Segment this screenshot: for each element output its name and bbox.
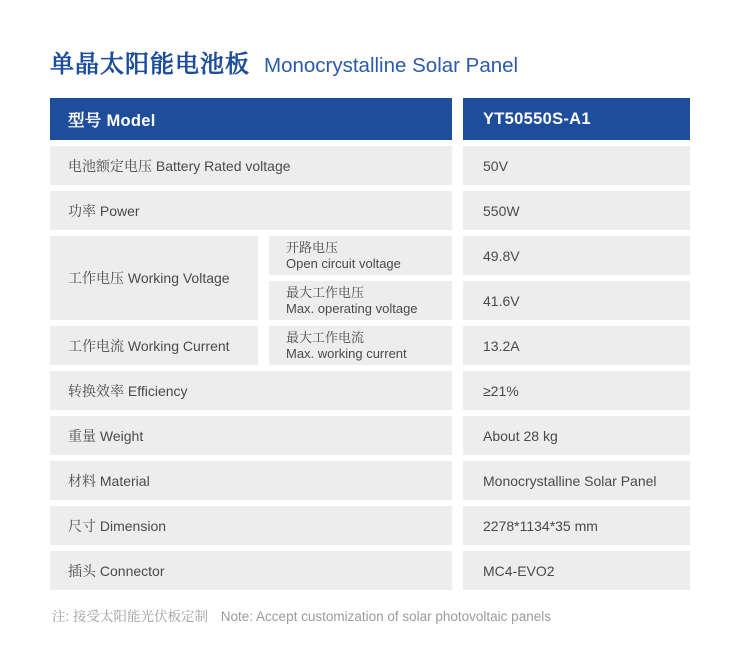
row-value: 13.2A — [463, 326, 690, 365]
row-group-subrows — [269, 236, 690, 320]
page-title-english: Monocrystalline Solar Panel — [264, 54, 519, 77]
row-value: ≥21% — [463, 371, 690, 410]
sub-label-chinese: 最大工作电压 — [286, 284, 365, 300]
spec-table — [50, 98, 690, 590]
row-label: 转换效率 Efficiency — [50, 371, 452, 410]
row-value: 2278*1134*35 mm — [463, 506, 690, 545]
table-row-efficiency — [50, 371, 690, 410]
row-value: About 28 kg — [463, 416, 690, 455]
row-value: Monocrystalline Solar Panel — [463, 461, 690, 500]
row-label: 电池额定电压 Battery Rated voltage — [50, 146, 452, 185]
row-value: 49.8V — [463, 236, 690, 275]
row-label: 材料 Material — [50, 461, 452, 500]
table-row-dimension — [50, 506, 690, 545]
sub-row-label — [269, 236, 452, 275]
sub-label-english: Max. working current — [286, 345, 407, 361]
note-chinese: 注: 接受太阳能光伏板定制 — [52, 609, 209, 624]
table-row-rated-voltage — [50, 146, 690, 185]
row-label: 插头 Connector — [50, 551, 452, 590]
sub-label-chinese: 开路电压 — [286, 239, 339, 255]
note-english: Note: Accept customization of solar photovoltaic panels — [220, 609, 551, 624]
table-row-group-working-voltage — [50, 236, 690, 320]
row-group-label: 工作电流 Working Current — [50, 326, 258, 365]
table-row-material — [50, 461, 690, 500]
sub-row-max-working-current — [269, 326, 690, 365]
row-label: 尺寸 Dimension — [50, 506, 452, 545]
sub-label-chinese: 最大工作电流 — [286, 329, 365, 345]
table-note — [52, 605, 551, 625]
sub-row-max-operating-voltage — [269, 281, 690, 320]
row-value: 41.6V — [463, 281, 690, 320]
row-group-label: 工作电压 Working Voltage — [50, 236, 258, 320]
row-label: 功率 Power — [50, 191, 452, 230]
row-value: 50V — [463, 146, 690, 185]
table-row-group-working-current — [50, 326, 690, 365]
sub-label-english: Open circuit voltage — [286, 255, 401, 271]
row-value: MC4-EVO2 — [463, 551, 690, 590]
row-group-subrows — [269, 326, 690, 365]
table-row-power — [50, 191, 690, 230]
page-title — [50, 44, 518, 79]
header-model-value: YT50550S-A1 — [463, 98, 690, 140]
row-value: 550W — [463, 191, 690, 230]
table-header-row — [50, 98, 690, 140]
sub-row-label — [269, 281, 452, 320]
row-label: 重量 Weight — [50, 416, 452, 455]
sub-row-label — [269, 326, 452, 365]
header-model-label: 型号 Model — [50, 98, 452, 140]
sub-label-english: Max. operating voltage — [286, 300, 418, 316]
table-row-weight — [50, 416, 690, 455]
sub-row-open-circuit-voltage — [269, 236, 690, 275]
page-title-chinese: 单晶太阳能电池板 — [50, 51, 250, 78]
table-row-connector — [50, 551, 690, 590]
